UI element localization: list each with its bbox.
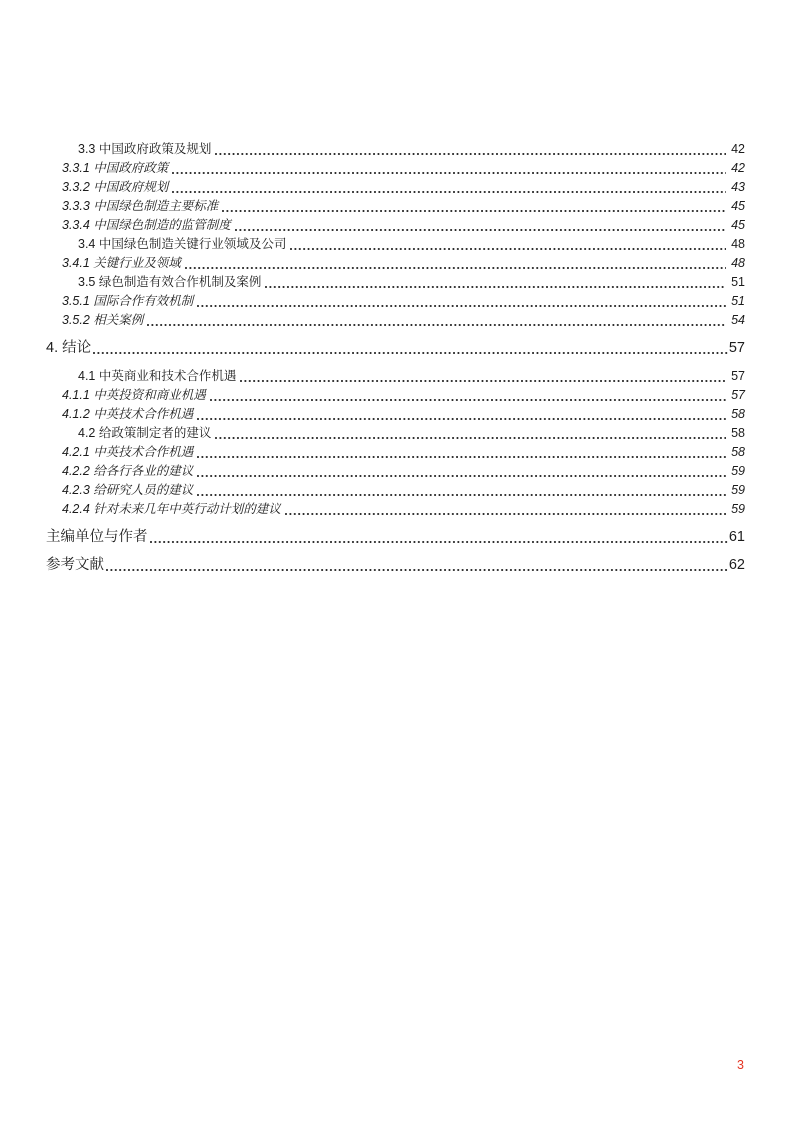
toc-entry-page: 58 [731,407,745,421]
dot-leader [215,153,726,155]
dot-leader [150,541,728,543]
dot-leader [290,248,726,250]
toc-entry-page: 51 [731,294,745,308]
toc-entry-label: 4.2.1 中英技术合作机遇 [62,445,194,459]
toc-entry[interactable] [46,197,745,216]
toc-entry-label: 3.4 中国绿色制造关键行业领域及公司 [78,237,287,251]
toc-entry-label: 3.3.1 中国政府政策 [62,161,169,175]
dot-leader [93,352,728,354]
toc-entry-page: 51 [731,275,745,289]
dot-leader [147,324,726,326]
page-number: 3 [737,1058,744,1072]
toc-entry-page: 57 [731,388,745,402]
toc-entry[interactable] [46,443,745,462]
toc-entry[interactable] [46,481,745,500]
dot-leader [197,305,726,307]
toc-entry-label: 4.1 中英商业和技术合作机遇 [78,369,237,383]
toc-entry[interactable] [46,140,745,159]
toc-entry[interactable] [46,311,745,330]
dot-leader [185,267,726,269]
toc-entry[interactable] [46,178,745,197]
toc-entry-label: 4.2 给政策制定者的建议 [78,426,212,440]
toc-entry-label: 4.2.4 针对未来几年中英行动计划的建议 [62,502,281,516]
dot-leader [197,494,726,496]
toc-entry-page: 48 [731,256,745,270]
toc-entry[interactable] [46,273,745,292]
toc-entry[interactable] [46,292,745,311]
toc-entry-page: 57 [728,340,745,356]
toc-entry-page: 57 [731,369,745,383]
toc-entry-page: 58 [731,445,745,459]
dot-leader [197,475,726,477]
toc-entry-page: 45 [731,218,745,232]
toc-entry[interactable] [46,339,745,358]
toc-entry[interactable] [46,528,745,547]
dot-leader [265,286,726,288]
toc-entry[interactable] [46,367,745,386]
dot-leader [285,513,726,515]
toc-entry-label: 4.1.2 中英技术合作机遇 [62,407,194,421]
toc-entry-label: 3.3.2 中国政府规划 [62,180,169,194]
toc-entry-label: 3.3.3 中国绿色制造主要标准 [62,199,219,213]
dot-leader [222,210,726,212]
toc-entry-page: 54 [731,313,745,327]
toc-entry-label: 4. 结论 [46,340,92,356]
toc-entry-page: 48 [731,237,745,251]
toc-entry-page: 58 [731,426,745,440]
toc-entry-label: 参考文献 [46,557,104,573]
toc-entry[interactable] [46,462,745,481]
toc-entry[interactable] [46,386,745,405]
toc-entry[interactable] [46,235,745,254]
toc-entry[interactable] [46,254,745,273]
toc-entry[interactable] [46,424,745,443]
toc-entry-label: 3.4.1 关键行业及领域 [62,256,181,270]
toc-entry-label: 3.5.2 相关案例 [62,313,144,327]
dot-leader [106,569,728,571]
toc-entry-label: 4.2.2 给各行各业的建议 [62,464,194,478]
toc-entry[interactable] [46,159,745,178]
toc-entry-label: 3.3.4 中国绿色制造的监管制度 [62,218,231,232]
dot-leader [172,191,726,193]
toc-entry-page: 61 [728,529,745,545]
toc-entry[interactable] [46,405,745,424]
toc-entry-page: 59 [731,464,745,478]
toc-entry[interactable] [46,556,745,575]
dot-leader [235,229,726,231]
toc-entry-page: 43 [731,180,745,194]
toc-entry[interactable] [46,500,745,519]
dot-leader [240,380,726,382]
dot-leader [197,418,726,420]
toc-entry-page: 59 [731,483,745,497]
toc-entry-label: 4.1.1 中英投资和商业机遇 [62,388,206,402]
dot-leader [172,172,726,174]
toc-entry-label: 4.2.3 给研究人员的建议 [62,483,194,497]
toc-entry-page: 62 [728,557,745,573]
dot-leader [197,456,726,458]
toc-entry-page: 45 [731,199,745,213]
toc-list [46,140,745,575]
toc-entry-label: 主编单位与作者 [46,529,148,545]
toc-entry-label: 3.3 中国政府政策及规划 [78,142,212,156]
toc-entry-page: 42 [731,161,745,175]
toc-entry-label: 3.5.1 国际合作有效机制 [62,294,194,308]
toc-entry-page: 42 [731,142,745,156]
dot-leader [215,437,726,439]
toc-entry-page: 59 [731,502,745,516]
toc-entry[interactable] [46,216,745,235]
dot-leader [210,399,726,401]
toc-entry-label: 3.5 绿色制造有效合作机制及案例 [78,275,262,289]
